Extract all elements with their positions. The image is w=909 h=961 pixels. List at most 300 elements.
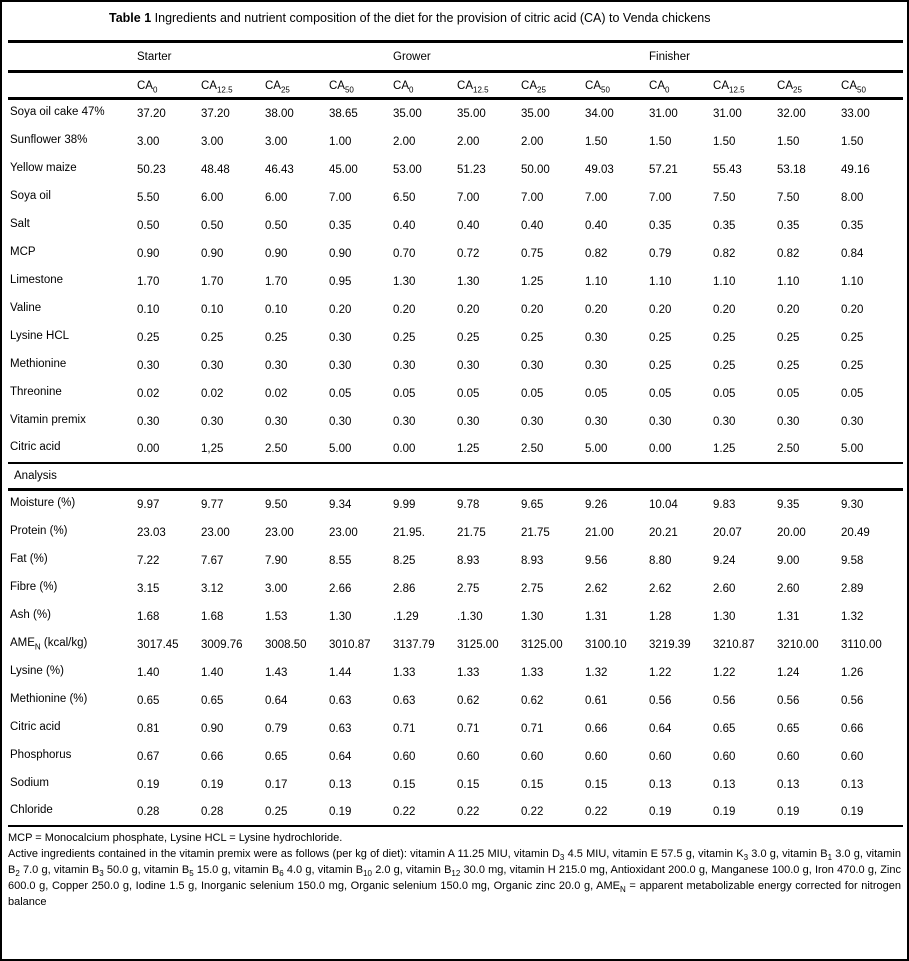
value-cell: 0.66 (585, 722, 608, 735)
value-cell: 0.30 (201, 359, 224, 372)
value-cell: 0.05 (393, 387, 416, 400)
row-label: Salt (10, 217, 30, 230)
value-cell: 0.65 (265, 750, 288, 763)
dose-header-row (8, 72, 903, 99)
value-cell: 2.66 (329, 582, 352, 595)
diet-composition-table (8, 40, 903, 827)
value-cell: 0.22 (585, 805, 608, 818)
value-cell: 1.25 (457, 442, 480, 455)
value-cell: 0.00 (393, 442, 416, 455)
value-cell: 3009.76 (201, 638, 243, 651)
analysis-title-row (8, 463, 903, 490)
value-cell: 0.28 (137, 805, 160, 818)
value-cell: 9.00 (777, 554, 800, 567)
value-cell: 1.44 (329, 666, 352, 679)
analysis-row (8, 574, 903, 602)
value-cell: 2.00 (521, 135, 544, 148)
value-cell: 1.40 (137, 666, 160, 679)
value-cell: 7.00 (521, 191, 544, 204)
value-cell: 0.30 (713, 415, 736, 428)
analysis-row (8, 602, 903, 630)
dose-header: $CA_{12.5}$ (713, 80, 745, 95)
value-cell: 0.30 (841, 415, 864, 428)
value-cell: 0.25 (777, 359, 800, 372)
value-cell: 20.49 (841, 526, 870, 539)
value-cell: 1.33 (457, 666, 480, 679)
value-cell: 1.10 (713, 275, 736, 288)
value-cell: 0.22 (393, 805, 416, 818)
value-cell: 0.81 (137, 722, 160, 735)
value-cell: 0.56 (777, 694, 800, 707)
value-cell: 1.25 (713, 442, 736, 455)
value-cell: 0.02 (137, 387, 160, 400)
value-cell: 0.30 (265, 359, 288, 372)
value-cell: 0.60 (393, 750, 416, 763)
value-cell: 0.19 (777, 805, 800, 818)
value-cell: 35.00 (393, 107, 422, 120)
value-cell: 1.70 (137, 275, 160, 288)
value-cell: .1.29 (393, 610, 419, 623)
ingredient-row (8, 239, 903, 267)
value-cell: 0.35 (329, 219, 352, 232)
value-cell: 7.00 (649, 191, 672, 204)
table-footnotes (8, 830, 901, 910)
value-cell: 0.63 (393, 694, 416, 707)
value-cell: 0.63 (329, 694, 352, 707)
footnote-line: Active ingredients contained in the vitamin premix were as follows (per kg of diet): vitamin A 11.25 MIU, vitamin $D_3$ 4.5 MIU, vitamin E 57.5 g, vitamin $K_3$ 3.0 g, vitamin $B_1$ 3.0 g, vitamin $B_2$ 7.0 g, vitamin $B_3$ 50.0 g, vitamin $B_5$ 15.0 g, vitamin $B_6$ 4.0 g, vitamin $B_{10}$ 2.0 g, vitamin $B_{12}$ 30.0 mg, vitamin H 215.0 mg, Antioxidant 200.0 g, Manganese 100.0 g, Iron 470.0 g, Zinc 600.0 g, Copper 250.0 g, Iodine 1.5 g, Inorganic selenium 150.0 mg, Organic selenium 150.0 mg, Organic zinc 20.0 g, $AME_N$ = apparent metabolizable energy corrected for nitrogen balance (8, 847, 901, 908)
value-cell: 0.82 (713, 247, 736, 260)
value-cell: 0.25 (841, 331, 864, 344)
value-cell: 0.79 (649, 247, 672, 260)
value-cell: 0.40 (521, 219, 544, 232)
value-cell: 0.20 (649, 303, 672, 316)
value-cell: 0.30 (585, 331, 608, 344)
corner-cell (8, 72, 135, 99)
value-cell: 0.15 (585, 778, 608, 791)
value-cell: 1.40 (201, 666, 224, 679)
value-cell: 0.20 (585, 303, 608, 316)
value-cell: 0.71 (393, 722, 416, 735)
value-cell: 0.19 (841, 805, 864, 818)
value-cell: 7.50 (777, 191, 800, 204)
value-cell: 8.00 (841, 191, 864, 204)
value-cell: 0.15 (457, 778, 480, 791)
value-cell: 1.33 (393, 666, 416, 679)
value-cell: 0.35 (649, 219, 672, 232)
corner-cell (8, 42, 135, 72)
value-cell: 1.10 (585, 275, 608, 288)
row-label: Threonine (10, 385, 62, 398)
value-cell: 9.58 (841, 554, 864, 567)
value-cell: 0.25 (649, 359, 672, 372)
value-cell: 1.28 (649, 610, 672, 623)
value-cell: 1.31 (777, 610, 800, 623)
value-cell: 0.30 (393, 359, 416, 372)
value-cell: 0.25 (521, 331, 544, 344)
value-cell: 0.10 (265, 303, 288, 316)
value-cell: 2.62 (649, 582, 672, 595)
value-cell: 35.00 (521, 107, 550, 120)
value-cell: 0.20 (777, 303, 800, 316)
value-cell: 23.03 (137, 526, 166, 539)
value-cell: 1.10 (777, 275, 800, 288)
value-cell: 3.00 (265, 135, 288, 148)
value-cell: 2.89 (841, 582, 864, 595)
value-cell: 0.30 (265, 415, 288, 428)
analysis-section-label: Analysis (14, 469, 57, 482)
row-label: Citric acid (10, 440, 61, 453)
value-cell: 1.70 (201, 275, 224, 288)
ingredient-row (8, 379, 903, 407)
value-cell: 9.99 (393, 498, 416, 511)
value-cell: 3137.79 (393, 638, 435, 651)
value-cell: 0.82 (777, 247, 800, 260)
value-cell: 0.71 (457, 722, 480, 735)
value-cell: 1.68 (137, 610, 160, 623)
value-cell: 2.50 (265, 442, 288, 455)
phase-group-header: Starter (137, 50, 172, 63)
value-cell: 3.12 (201, 582, 224, 595)
value-cell: 1.10 (649, 275, 672, 288)
ingredient-row (8, 267, 903, 295)
dose-header: $CA_{50}$ (329, 80, 354, 95)
value-cell: 0.56 (713, 694, 736, 707)
value-cell: 3017.45 (137, 638, 179, 651)
value-cell: 49.16 (841, 163, 870, 176)
row-label: Phosphorus (10, 748, 72, 761)
value-cell: 0.82 (585, 247, 608, 260)
row-label: Methionine (10, 357, 67, 370)
value-cell: 0.15 (393, 778, 416, 791)
value-cell: 0.20 (457, 303, 480, 316)
value-cell: 0.20 (841, 303, 864, 316)
value-cell: 0.90 (329, 247, 352, 260)
value-cell: 35.00 (457, 107, 486, 120)
value-cell: 1.50 (841, 135, 864, 148)
row-label: Valine (10, 301, 42, 314)
dose-header: $CA_{25}$ (265, 80, 290, 95)
value-cell: 0.50 (265, 219, 288, 232)
value-cell: 6.00 (265, 191, 288, 204)
value-cell: 20.07 (713, 526, 742, 539)
phase-group-header: Grower (393, 50, 431, 63)
dose-header: $CA_{50}$ (841, 80, 866, 95)
value-cell: 23.00 (265, 526, 294, 539)
dose-header: $CA_0$ (649, 80, 670, 95)
value-cell: 1.32 (585, 666, 608, 679)
value-cell: 0.60 (841, 750, 864, 763)
value-cell: 0.05 (329, 387, 352, 400)
value-cell: 1.50 (713, 135, 736, 148)
value-cell: 1.33 (521, 666, 544, 679)
value-cell: 21.75 (521, 526, 550, 539)
value-cell: 46.43 (265, 163, 294, 176)
value-cell: 0.25 (713, 359, 736, 372)
value-cell: 0.30 (585, 415, 608, 428)
value-cell: 0.20 (521, 303, 544, 316)
value-cell: 0.25 (841, 359, 864, 372)
value-cell: 7.90 (265, 554, 288, 567)
value-cell: 0.60 (777, 750, 800, 763)
value-cell: 0.05 (713, 387, 736, 400)
dose-header: $CA_{12.5}$ (201, 80, 233, 95)
value-cell: 45.00 (329, 163, 358, 176)
value-cell: 7.22 (137, 554, 160, 567)
value-cell: 9.83 (713, 498, 736, 511)
row-label: Ash (%) (10, 608, 51, 621)
ingredient-row (8, 407, 903, 435)
dose-header: $CA_0$ (393, 80, 414, 95)
value-cell: 0.02 (201, 387, 224, 400)
value-cell: 0.05 (841, 387, 864, 400)
value-cell: 0.13 (777, 778, 800, 791)
value-cell: 0.65 (137, 694, 160, 707)
value-cell: 0.30 (777, 415, 800, 428)
value-cell: 9.78 (457, 498, 480, 511)
value-cell: 0.64 (329, 750, 352, 763)
value-cell: 0.30 (457, 415, 480, 428)
value-cell: 0.20 (393, 303, 416, 316)
value-cell: 6.00 (201, 191, 224, 204)
value-cell: 0.62 (521, 694, 544, 707)
ingredient-row (8, 351, 903, 379)
value-cell: 3.00 (265, 582, 288, 595)
table-title (109, 10, 801, 27)
value-cell: 1.31 (585, 610, 608, 623)
value-cell: 3210.00 (777, 638, 819, 651)
value-cell: 0.35 (777, 219, 800, 232)
row-label: Soya oil (10, 189, 51, 202)
value-cell: 0.10 (201, 303, 224, 316)
value-cell: 0.67 (137, 750, 160, 763)
value-cell: 7.67 (201, 554, 224, 567)
row-label: Yellow maize (10, 161, 77, 174)
value-cell: 0.05 (457, 387, 480, 400)
value-cell: 0.75 (521, 247, 544, 260)
value-cell: 0.25 (201, 331, 224, 344)
dose-header: $CA_{50}$ (585, 80, 610, 95)
value-cell: 0.62 (457, 694, 480, 707)
value-cell: 50.23 (137, 163, 166, 176)
analysis-row (8, 798, 903, 826)
value-cell: 0.20 (713, 303, 736, 316)
value-cell: 3.00 (137, 135, 160, 148)
value-cell: 7.00 (585, 191, 608, 204)
value-cell: 0.30 (201, 415, 224, 428)
value-cell: 0.35 (841, 219, 864, 232)
value-cell: 53.00 (393, 163, 422, 176)
value-cell: 23.00 (201, 526, 230, 539)
value-cell: 0.00 (649, 442, 672, 455)
value-cell: 0.60 (713, 750, 736, 763)
value-cell: 0.22 (457, 805, 480, 818)
value-cell: 0.95 (329, 275, 352, 288)
value-cell: 0.25 (265, 805, 288, 818)
value-cell: 6.50 (393, 191, 416, 204)
analysis-row (8, 686, 903, 714)
value-cell: 0.10 (137, 303, 160, 316)
value-cell: 0.66 (841, 722, 864, 735)
value-cell: 0.30 (137, 359, 160, 372)
value-cell: 1.30 (457, 275, 480, 288)
dose-header: $CA_{25}$ (521, 80, 546, 95)
value-cell: 2.60 (777, 582, 800, 595)
value-cell: 9.65 (521, 498, 544, 511)
value-cell: 7.00 (329, 191, 352, 204)
table-number: Table 1 (109, 11, 152, 25)
value-cell: 0.63 (329, 722, 352, 735)
value-cell: 0.30 (521, 359, 544, 372)
value-cell: 0.30 (329, 359, 352, 372)
value-cell: 0.60 (521, 750, 544, 763)
row-label: Soya oil cake 47% (10, 105, 105, 118)
row-label: Sodium (10, 776, 49, 789)
value-cell: 0.30 (329, 331, 352, 344)
value-cell: 3100.10 (585, 638, 627, 651)
value-cell: 37.20 (137, 107, 166, 120)
value-cell: 5.50 (137, 191, 160, 204)
phase-group-row (8, 42, 903, 72)
value-cell: 0.25 (777, 331, 800, 344)
value-cell: 9.50 (265, 498, 288, 511)
value-cell: 0.30 (585, 359, 608, 372)
value-cell: 0.30 (649, 415, 672, 428)
value-cell: .1.30 (457, 610, 483, 623)
value-cell: 31.00 (649, 107, 678, 120)
ingredient-row (8, 211, 903, 239)
value-cell: 0.70 (393, 247, 416, 260)
value-cell: 0.60 (585, 750, 608, 763)
value-cell: 0.30 (521, 415, 544, 428)
value-cell: 49.03 (585, 163, 614, 176)
value-cell: 2.50 (777, 442, 800, 455)
value-cell: 1.30 (393, 275, 416, 288)
value-cell: 0.25 (393, 331, 416, 344)
value-cell: 3.00 (201, 135, 224, 148)
value-cell: 2.60 (713, 582, 736, 595)
row-label: Fat (%) (10, 552, 48, 565)
value-cell: 0.00 (137, 442, 160, 455)
value-cell: 3010.87 (329, 638, 371, 651)
value-cell: 1.50 (777, 135, 800, 148)
ingredient-row (8, 99, 903, 127)
value-cell: 3110.00 (841, 638, 882, 651)
value-cell: 3219.39 (649, 638, 691, 651)
value-cell: 0.05 (521, 387, 544, 400)
row-label: Vitamin premix (10, 413, 86, 426)
value-cell: 0.50 (201, 219, 224, 232)
value-cell: 1.24 (777, 666, 800, 679)
row-label: Chloride (10, 803, 53, 816)
value-cell: 1.50 (649, 135, 672, 148)
value-cell: 1.50 (585, 135, 608, 148)
analysis-row (8, 742, 903, 770)
analysis-row (8, 518, 903, 546)
value-cell: 37.20 (201, 107, 230, 120)
analysis-row (8, 630, 903, 658)
value-cell: 51.23 (457, 163, 486, 176)
value-cell: 9.97 (137, 498, 160, 511)
dose-header: $CA_{12.5}$ (457, 80, 489, 95)
value-cell: 0.79 (265, 722, 288, 735)
value-cell: 9.77 (201, 498, 224, 511)
value-cell: 34.00 (585, 107, 614, 120)
value-cell: 1.26 (841, 666, 864, 679)
value-cell: 0.22 (521, 805, 544, 818)
analysis-row (8, 770, 903, 798)
value-cell: 2.00 (457, 135, 480, 148)
value-cell: 0.17 (265, 778, 288, 791)
value-cell: 0.50 (137, 219, 160, 232)
value-cell: 0.65 (713, 722, 736, 735)
value-cell: 0.30 (457, 359, 480, 372)
value-cell: 10.04 (649, 498, 678, 511)
value-cell: 9.30 (841, 498, 864, 511)
value-cell: 0.25 (137, 331, 160, 344)
value-cell: 0.90 (201, 722, 224, 735)
value-cell: 2.86 (393, 582, 416, 595)
analysis-row (8, 546, 903, 574)
value-cell: 0.71 (521, 722, 544, 735)
value-cell: 57.21 (649, 163, 678, 176)
value-cell: 55.43 (713, 163, 742, 176)
value-cell: 0.19 (649, 805, 672, 818)
value-cell: 21.00 (585, 526, 614, 539)
value-cell: 3125.00 (457, 638, 499, 651)
row-label: Protein (%) (10, 524, 68, 537)
value-cell: 0.05 (649, 387, 672, 400)
value-cell: 2.50 (521, 442, 544, 455)
ingredients-section (8, 99, 903, 463)
value-cell: 0.25 (457, 331, 480, 344)
value-cell: 2.75 (457, 582, 480, 595)
value-cell: 2.62 (585, 582, 608, 595)
ingredient-row (8, 435, 903, 463)
value-cell: 53.18 (777, 163, 806, 176)
ingredient-row (8, 155, 903, 183)
value-cell: 1.30 (713, 610, 736, 623)
value-cell: 0.84 (841, 247, 864, 260)
row-label: Moisture (%) (10, 496, 76, 509)
value-cell: 0.64 (265, 694, 288, 707)
value-cell: 0.13 (329, 778, 352, 791)
value-cell: 0.13 (713, 778, 736, 791)
value-cell: 1.00 (329, 135, 352, 148)
value-cell: 1.25 (521, 275, 544, 288)
value-cell: 0.61 (585, 694, 608, 707)
row-label: Citric acid (10, 720, 61, 733)
value-cell: 1.43 (265, 666, 288, 679)
value-cell: 0.28 (201, 805, 224, 818)
row-label: Lysine HCL (10, 329, 70, 342)
value-cell: 7.00 (457, 191, 480, 204)
value-cell: 0.72 (457, 247, 480, 260)
value-cell: 1.22 (713, 666, 736, 679)
value-cell: 5.00 (329, 442, 352, 455)
value-cell: 0.20 (329, 303, 352, 316)
row-label: $AME_N$ (kcal/kg) (10, 636, 88, 651)
value-cell: 7.50 (713, 191, 736, 204)
value-cell: 3008.50 (265, 638, 307, 651)
value-cell: 38.65 (329, 107, 358, 120)
value-cell: 9.26 (585, 498, 608, 511)
value-cell: 0.25 (713, 331, 736, 344)
ingredient-row (8, 127, 903, 155)
value-cell: 1.22 (649, 666, 672, 679)
analysis-row (8, 714, 903, 742)
value-cell: 3210.87 (713, 638, 755, 651)
value-cell: 9.34 (329, 498, 352, 511)
